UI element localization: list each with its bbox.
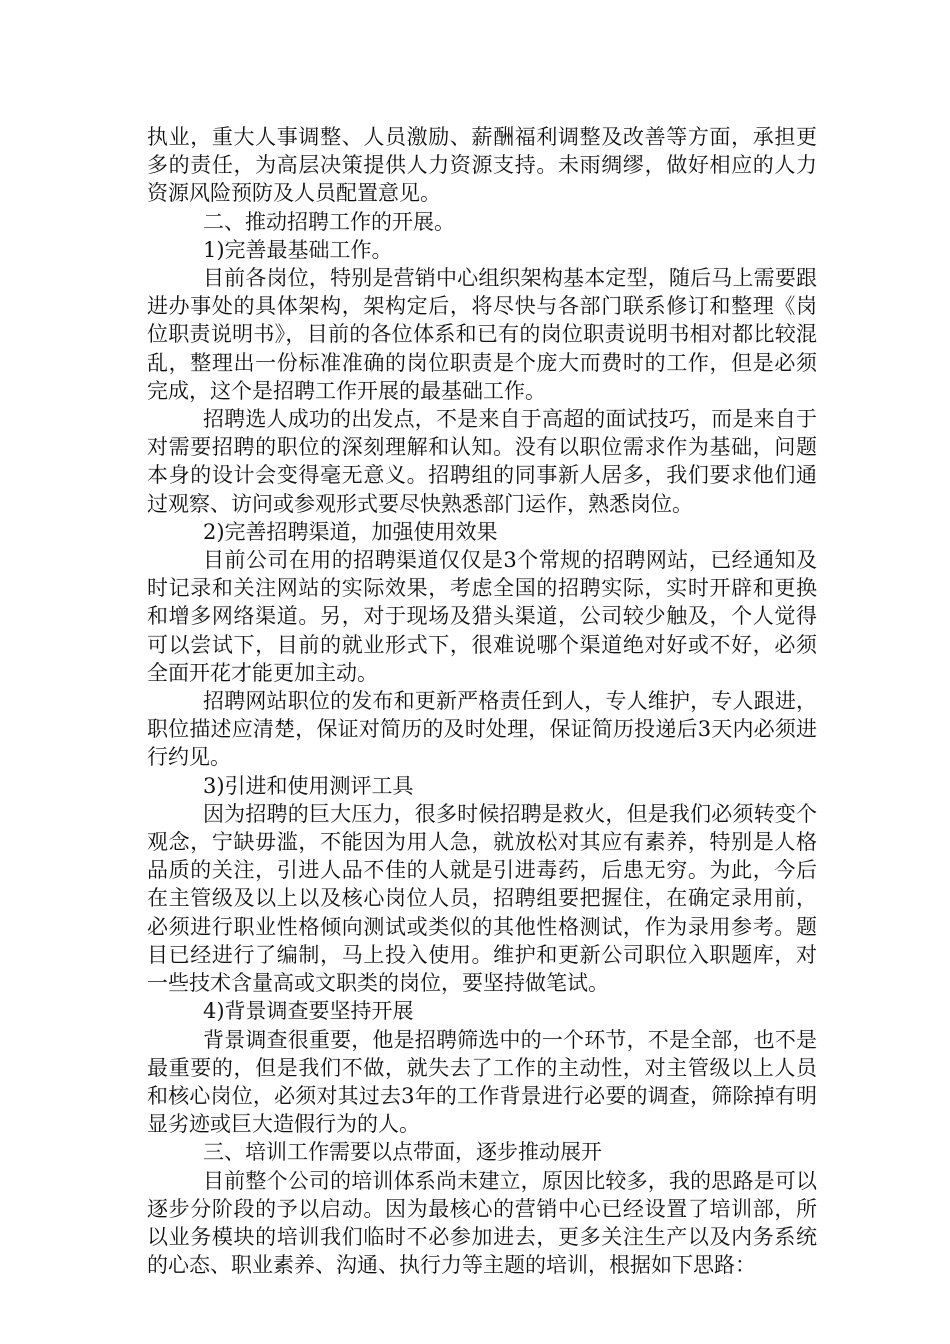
- subheading-recruitment-channels: 2)完善招聘渠道，加强使用效果: [203, 519, 498, 544]
- section-heading-training: 三、培训工作需要以点带面，逐步推动展开: [203, 1140, 602, 1165]
- paragraph-job-descriptions: 目前各岗位，特别是营销中心组织架构基本定型，随后马上需要跟进办事处的具体架构，架构定后，将尽快与各部门联系修订和整理《岗位职责说明书》，目前的各位体系和已有的岗位职责说明书相对都比较混乱，整理出一份标准准确的岗位职责是个庞大而费时的工作，但是必须完成，这个是招聘工作开展的最基础工作。: [147, 266, 817, 403]
- paragraph-recruitment-basis: 招聘选人成功的出发点，不是来自于高超的面试技巧，而是来自于对需要招聘的职位的深刻理解和认知。没有以职位需求作为基础，问题本身的设计会变得毫无意义。招聘组的同事新人居多，我们要求他们通过观察、访问或参观形式要尽快熟悉部门运作，熟悉岗位。: [147, 407, 817, 516]
- paragraph-training: 目前整个公司的培训体系尚未建立，原因比较多，我的思路是可以逐步分阶段的予以启动。因为最核心的营销中心已经设置了培训部，所以业务模块的培训我们临时不必参加进去，更多关注生产以及内务系统的心态、职业素养、沟通、执行力等主题的培训，根据如下思路：: [147, 1168, 817, 1278]
- subheading-background-check: 4)背景调查要坚持开展: [203, 999, 414, 1024]
- paragraph-assessment: 因为招聘的巨大压力，很多时候招聘是救火，但是我们必须转变个观念，宁缺毋滥，不能因为用人急，就放松对其应有素养，特别是人格品质的关注，引进人品不佳的人就是引进毒药，后患无穷。为此，今后在主管级及以上以及核心岗位人员，招聘组要把握住，在确定录用前，必须进行职业性格倾向测试或类似的其他性格测试，作为录用参考。题目已经进行了编制，马上投入使用。维护和更新公司职位入职题库，对一些技术含量高或文职类的岗位，要坚持做笔试。: [147, 801, 817, 996]
- paragraph-channels: 目前公司在用的招聘渠道仅仅是3个常规的招聘网站，已经通知及时记录和关注网站的实际效果，考虑全国的招聘实际，实时开辟和更换和增多网络渠道。另，对于现场及猎头渠道，公司较少触及，个人觉得可以尝试下，目前的就业形式下，很难说哪个渠道绝对好或不好，必须全面开花才能更加主动。: [147, 548, 817, 685]
- section-heading-recruitment: 二、推动招聘工作的开展。: [203, 209, 455, 234]
- paragraph-job-postings: 招聘网站职位的发布和更新严格责任到人，专人维护，专人跟进，职位描述应清楚，保证对简历的及时处理，保证简历投递后3天内必须进行约见。: [147, 689, 817, 770]
- subheading-assessment-tools: 3)引进和使用测评工具: [203, 773, 414, 798]
- document-body: [147, 123, 817, 1279]
- paragraph-continuation: 执业，重大人事调整、人员激励、薪酬福利调整及改善等方面，承担更多的责任，为高层决策提供人力资源支持。未雨绸缪，做好相应的人力资源风险预防及人员配置意见。: [147, 125, 817, 206]
- subheading-basic-work: 1)完善最基础工作。: [203, 237, 393, 262]
- paragraph-background-check: 背景调查很重要，他是招聘筛选中的一个环节，不是全部，也不是最重要的，但是我们不做，就失去了工作的主动性，对主管级以上人员和核心岗位，必须对其过去3年的工作背景进行必要的调查，筛除掉有明显劣迹或巨大造假行为的人。: [147, 1027, 817, 1137]
